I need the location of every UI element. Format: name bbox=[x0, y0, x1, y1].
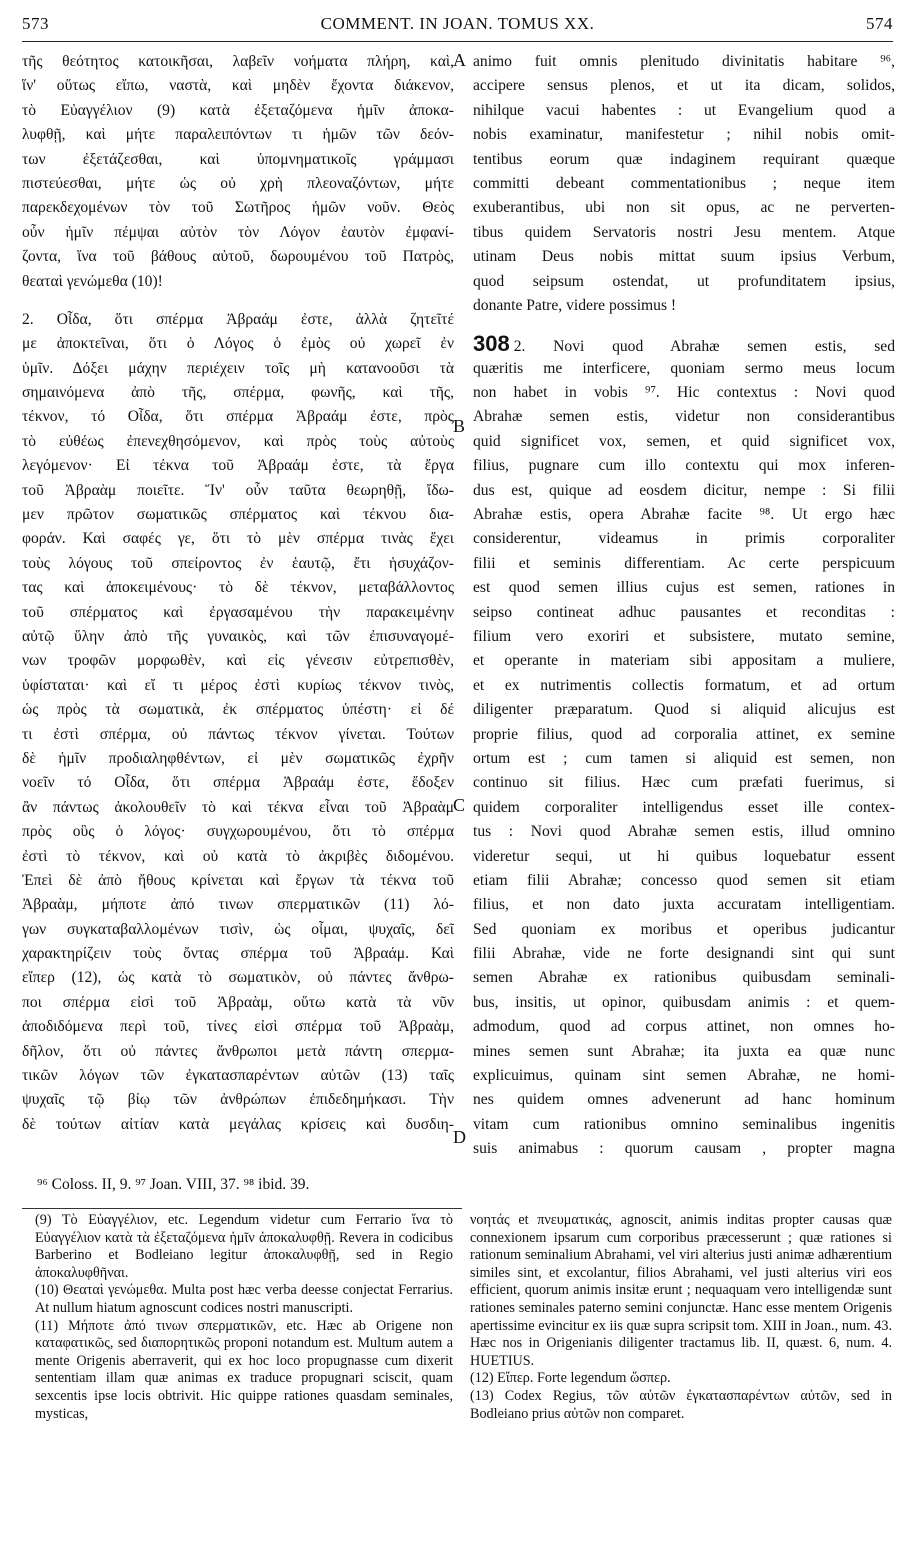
latin-text-line: tus : Novi quod Abrahæ semen estis, illud omnino bbox=[473, 823, 895, 841]
latin-text-line: animo fuit omnis plenitudo divinitatis habitare ⁹⁶, bbox=[473, 53, 895, 70]
latin-text-line: diligenter præparatum. Quod si aliquid alicujus est bbox=[473, 701, 895, 719]
greek-text-line: ἵν' οὕτως εἴπω, ναστὰ, καὶ μηδὲν ἔχοντα διάκενον, bbox=[22, 77, 454, 95]
editor-note: (12) Εἴπερ. Forte legendum ὥσπερ. bbox=[470, 1370, 671, 1387]
latin-text-line bbox=[473, 332, 895, 356]
latin-text-line: etiam filii Abrahæ; concesso quod semen sit etiam bbox=[473, 871, 895, 889]
greek-text-line: θεαταὶ γενώμεθα (10)! bbox=[22, 272, 163, 290]
latin-text-line: vitam cum rationibus omnino seminalibus ingenitis bbox=[473, 1115, 895, 1133]
greek-text-line: Ἀβραὰμ, μήποτε ἀπό τινων σπερματικῶν (11) λό- bbox=[22, 896, 454, 914]
margin-letter-a: A bbox=[453, 50, 466, 70]
latin-text-line: bus, insitis, ut opinor, quibusdam animis : et quem- bbox=[473, 993, 895, 1011]
latin-text-segment: 2. Novi quod Abrahæ semen estis, sed bbox=[513, 338, 895, 356]
greek-text-line: τὸ εὐθέως ἐπενεχθησόμενον, καὶ πρὸς τοὺς αὐτοὺς bbox=[22, 432, 454, 450]
greek-text-line: οὖν ἡμῖν πέμψαι αὐτὸν τὸν Λόγον ἑαυτὸν ἐμφανί- bbox=[22, 223, 454, 241]
greek-text-line: τας καὶ ἀποκειμένους· τὸ δὲ τέκνον, μεταβάλλοντος bbox=[22, 579, 454, 597]
latin-text-line: explicuimus, quinam sint semen Abrahæ, ne homi- bbox=[473, 1067, 895, 1085]
latin-text-line: filii Abrahæ, vide ne forte designandi sint qui sunt bbox=[473, 945, 895, 963]
greek-text-line: δὲ ἡμῖν προδιαληφθέντων, εἰ μὲν σωματικῶς ἐχρῆν bbox=[22, 749, 454, 767]
latin-text-line: et operante in materiam sibi appositam a muliere, bbox=[473, 652, 895, 670]
editor-notes-left bbox=[35, 1212, 453, 1423]
latin-text-line: suis animabus : quorum causam , propter magna bbox=[473, 1140, 895, 1158]
editor-note: (11) Μήποτε ἀπό τινων σπερματικῶν, etc. Hæc ab Origene non καταφατικῶς, sed διαπορητικῶς proponi notandum est. Multum autem a mente Origenis aberraverit, qui ex hoc loco propugnasse cum dixerit sententiam illam quæ animas ex traduce propugnari sciscit, quam sexcentis ipse locis obtrivit. Hic quippe rationes quasdam seminales, mysticas, bbox=[35, 1317, 453, 1422]
greek-text-line: 2. Οἶδα, ὅτι σπέρμα Ἀβραάμ ἐστε, ἀλλὰ ζητεῖτέ bbox=[22, 310, 454, 328]
editor-note: (10) Θεαταὶ γενώμεθα. Multa post hæc verba deesse conjectat Ferrarius. At nullum hiatum agnoscunt codices nostri manuscripti. bbox=[35, 1282, 453, 1316]
running-header bbox=[22, 14, 893, 40]
greek-text-line: λεγόμενον· Εἰ τέκνα τοῦ Ἀβραάμ ἐστε, τὰ ἔργα bbox=[22, 457, 454, 475]
section-number: 308 bbox=[473, 332, 510, 357]
latin-text-line: videretur sequi, ut hi quibus loquebatur essent bbox=[473, 847, 895, 865]
greek-text-line: γων συγκαταβαλλομένων τισὶν, ὡς οἶμαι, ψυχαῖς, δεῖ bbox=[22, 920, 454, 938]
greek-text-line: ὑμῖν. Δόξει μάχην περιέχειν τοῖς μὴ κατανοοῦσι τὰ bbox=[22, 359, 454, 377]
editor-notes-right bbox=[470, 1212, 892, 1423]
margin-letter-c: C bbox=[453, 795, 466, 815]
greek-text-line: παρεκδεχομένων τὸν τοῦ Σωτῆρος ἡμῶν νοῦν. Θεὸς bbox=[22, 199, 454, 217]
latin-text-line: dus est, quique ad eosdem dicitur, nempe : Si filii bbox=[473, 481, 895, 499]
latin-text-line: filium vero exoriri et subsistere, mutato semine, bbox=[473, 627, 895, 645]
greek-text-line: φοράν. Καὶ σαφές γε, ὅτι τὸ μὲν σπέρμα τινὰς ἔχει bbox=[22, 530, 454, 548]
greek-text-line: τῆς θεότητος κατοικῆσαι, λαβεῖν νοήματα πλήρη, καὶ, bbox=[22, 53, 454, 70]
latin-text-line: filius, pugnare cum illo contextu qui mox inferen- bbox=[473, 457, 895, 475]
latin-text-column bbox=[473, 50, 895, 1162]
greek-text-line: ἂν πάντως ἀκολουθεῖν τὸ καὶ τέκνα εἶναι τοῦ Ἀβραὰμ bbox=[22, 798, 454, 816]
latin-text-line: tibus quidem Servatoris nostri Jesu mentem. Atque bbox=[473, 223, 895, 241]
latin-text-line: semen Abrahæ ex rationibus quibusdam seminali- bbox=[473, 969, 895, 987]
greek-text-line: νοεῖν τό Οἶδα, ὅτι σπέρμα Ἀβραάμ ἐστε, ἔδοξεν bbox=[22, 774, 454, 792]
latin-text-line: exuberantibus, ubi non sit opus, ac ne perverten- bbox=[473, 199, 895, 217]
greek-text-line: πιστεύεσθαι, μήτε ὡς οὐ χρὴ πλεοναζόντων, μήτε bbox=[22, 174, 454, 192]
latin-text-line: accipere sensus plenos, et ut ita dicam, solidos, bbox=[473, 77, 895, 95]
greek-text-line: τοῦ σπέρματος καὶ ἐργασαμένου τὴν παρακειμένην bbox=[22, 603, 454, 621]
greek-text-line: ποι σπέρμα εἰσὶ τοῦ Ἀβραὰμ, οὕτω κατὰ τὰ νῦν bbox=[22, 993, 454, 1011]
greek-text-line: ἀποδιδόμενα περὶ τοῦ, τίνες εἰσὶ σπέρμα τοῦ Ἀβραὰμ, bbox=[22, 1018, 454, 1036]
latin-text-line: proprie filius, quod ad corporalia attinet, ex semine bbox=[473, 725, 895, 743]
greek-text-line: δὲ τούτων αἰτίαν κατὰ μεγάλας κρίσεις καὶ δυσδιη- bbox=[22, 1115, 454, 1133]
scripture-references: ⁹⁶ Coloss. II, 9. ⁹⁷ Joan. VIII, 37. ⁹⁸ ibid. 39. bbox=[37, 1176, 310, 1193]
latin-text-line: Abrahæ estis, opera Abrahæ facite ⁹⁸. Ut ergo hæc bbox=[473, 506, 895, 524]
editor-note: (9) Τὸ Εὐαγγέλιον, etc. Legendum videtur cum Ferrario ἵνα τὸ Εὐαγγέλιον κατὰ τὰ ἐξεταζόμενα ἡμῖν ἀποκαλυφθῇ. Revera in codicibus Barberino et Bodleiano legitur ἀποκαλυφθῇ, sed in Regio ἀποκαλυφθῆναι. bbox=[35, 1212, 453, 1281]
greek-text-line: αὐτῷ ὕλην ἀπὸ τῆς γυναικὸς, καὶ τῶν ἐπισυναγομέ- bbox=[22, 627, 454, 645]
latin-text-line: committi debeant commentationibus ; neque item bbox=[473, 174, 895, 192]
latin-text-line: quidem corporaliter intelligendus esset ille contex- bbox=[473, 798, 895, 816]
greek-text-line: τέκνον, τό Οἶδα, ὅτι σπέρμα Ἀβραάμ ἐστε, πρὸς bbox=[22, 408, 454, 426]
latin-text-line: donante Patre, videre possimus ! bbox=[473, 296, 677, 314]
greek-text-line: ὡς πρὸς τὰ σωματικὰ, ἐκ σπέρματος ὑπέστη· εἰ δέ bbox=[22, 701, 454, 719]
latin-text-line: quod seipsum ostendat, ut profunditatem ipsius, bbox=[473, 272, 895, 290]
editor-note: (13) Codex Regius, τῶν αὐτῶν ἐγκατασπαρέντων αὐτῶν, sed in Bodleiano prius αὐτῶν non comparet. bbox=[470, 1387, 892, 1422]
greek-text-line: δῆλον, ὅτι οὐ πάντες ἄνθρωποι μετὰ πάντη σπερμα- bbox=[22, 1042, 454, 1060]
latin-text-line: mines semen sunt Abrahæ; ita juxta ea quæ nunc bbox=[473, 1042, 895, 1060]
latin-text-line: Sed quoniam ex moribus et operibus judicantur bbox=[473, 920, 895, 938]
latin-text-line: seipso contineat adhuc pausantes et reconditas : bbox=[473, 603, 895, 621]
paragraph-gap bbox=[22, 294, 454, 308]
margin-letter-d: D bbox=[453, 1127, 466, 1147]
greek-text-line: μεν πρῶτον σωματικῶς σπέρματος καὶ τέκνου δια- bbox=[22, 506, 454, 524]
greek-text-line: τοῦ Ἀβραὰμ ποιεῖτε. Ἵν' οὖν ταῦτα θεωρηθῇ, ἴδω- bbox=[22, 481, 454, 499]
latin-text-line: nes quidem omnes advenerunt ad hanc hominum bbox=[473, 1091, 895, 1109]
latin-text-line: utinam Deus nobis mittat suum ipsius Verbum, bbox=[473, 248, 895, 266]
left-page-number: 573 bbox=[22, 14, 49, 33]
greek-text-line: σημαινόμενα ἀπὸ τῆς, σπέρμα, φωνῆς, καὶ τῆς, bbox=[22, 384, 454, 402]
latin-text-line: nihilque vacui habentes : ut Evangelium quod a bbox=[473, 101, 895, 119]
running-title: COMMENT. IN JOAN. TOMUS XX. bbox=[320, 14, 595, 33]
greek-text-line: νων τροφῶν μορφωθὲν, καὶ εἰς γένεσιν εὐτρεπισθὲν, bbox=[22, 652, 454, 670]
greek-text-line: των ἐξετάζεσθαι, καὶ ὑπομνηματικοῖς γράμμασι bbox=[22, 150, 454, 168]
latin-text-line: considerentur, videamus in primis corporaliter bbox=[473, 530, 895, 548]
greek-text-line: εἴπερ (12), ὡς κατὰ τὸ σωματικὸν, οὐ πάντες ἄνθρω- bbox=[22, 969, 454, 987]
greek-text-line: τι ἐστὶ σπέρμα, οὐ πάντως τέκνον γίνεται. Τούτων bbox=[22, 725, 454, 743]
latin-text-line: et ex nutrimentis collectis formatum, et ad ortum bbox=[473, 676, 895, 694]
latin-text-line: non habet in vobis ⁹⁷. Hic contextus : Novi quod bbox=[473, 384, 895, 402]
greek-text-column bbox=[22, 50, 454, 1137]
greek-text-line: Ἐπεὶ δὲ ἀπὸ ἤθους κρίνεται καὶ ἔργων τὰ τέκνα τοῦ bbox=[22, 871, 454, 889]
margin-letter-b: B bbox=[453, 416, 466, 436]
latin-text-line: filii et seminis differentiam. Ac certe perspicuum bbox=[473, 554, 895, 572]
greek-text-line: ἐστὶ τὸ τέκνον, καὶ οὐ κατὰ τὸ ἀκριβὲς διδομένου. bbox=[22, 847, 454, 865]
latin-text-line: est quod semen illius cujus est semen, rationes in bbox=[473, 579, 895, 597]
greek-text-line: ψυχαῖς τῷ βίῳ τῶν ἀνθρώπων ἐπιδεδημήκασι. Τὴν bbox=[22, 1091, 454, 1109]
latin-text-line: admodum, quod ad corpus attinet, non omnes ho- bbox=[473, 1018, 895, 1036]
greek-text-line: με ἀποκτεῖναι, ὅτι ὁ Λόγος ὁ ἐμὸς οὐ χωρεῖ ἐν bbox=[22, 335, 454, 353]
header-rule bbox=[22, 41, 893, 42]
latin-text-line: quid significet vox, semen, et quid significet vox, bbox=[473, 432, 895, 450]
paragraph-gap bbox=[473, 318, 895, 332]
greek-text-line: τοὺς λόγους τοῦ σπείροντος ἐν ἑαυτῷ, ἔτι ἡσυχάζον- bbox=[22, 554, 454, 572]
greek-text-line: λυφθῇ, καὶ μήτε παραλειπόντων τι ἡμῶν τῶν δεόν- bbox=[22, 126, 454, 144]
greek-text-line: χαρακτηρίζειν τοὺς ὄντας σπέρμα τοῦ Ἀβραάμ. Καὶ bbox=[22, 945, 454, 963]
latin-text-line: tentibus eorum quæ indaginem requirant quæque bbox=[473, 150, 895, 168]
right-page-number: 574 bbox=[866, 14, 893, 33]
greek-text-line: ζοντα, ἵνα τοῦ βάθους αὐτοῦ, δωρουμένου τοῦ Πατρὸς, bbox=[22, 248, 454, 266]
greek-text-line: πρὸς οὓς ὁ λόγος· συγχωρουμένου, ὅτι τὸ σπέρμα bbox=[22, 823, 454, 841]
latin-text-line: ortum est ; cum tamen si aliquid est semen, non bbox=[473, 749, 895, 767]
latin-text-line: continuo sit filius. Hæc cum præfati fuerimus, si bbox=[473, 774, 895, 792]
greek-text-line: ὑφίσταται· καὶ εἴ τι μέρος ἐστὶ κυρίως τέκνον τινὸς, bbox=[22, 676, 454, 694]
footnote-rule bbox=[22, 1208, 462, 1209]
greek-text-line: τὸ Εὐαγγέλιον (9) κατὰ ἐξεταζόμενα ἡμῖν ἀποκα- bbox=[22, 101, 454, 119]
latin-text-line: Abrahæ semen estis, videtur non considerantibus bbox=[473, 408, 895, 426]
latin-text-line: quæritis me interficere, quoniam sermo meus locum bbox=[473, 359, 895, 377]
latin-text-line: filius, et non dato juxta accuratam intelligentiam. bbox=[473, 896, 895, 914]
greek-text-line: τικῶν λόγων τῶν ἐγκατασπαρέντων αὐτῶν (13) ταῖς bbox=[22, 1067, 454, 1085]
editor-note: νοητάς et πνευματικάς, agnoscit, animis inditas propter causas quæ connexionem ipsarum cum corporibus præcesserunt ; quæ rationes si rationum seminalium Abrahami, vel viri alterius justi animæ adhærentium similes sint, et excolantur, filios Abrahami, vel justi alterius viri eos efficient, quorum animis insitæ erunt ; nequaquam vero intelligendæ sunt rationes seminales paterno semini conjunctæ. Hanc esse mentem Origenis apertissime evincitur ex iis quæ supra scripsit tom. XIII in Joan., num. 43. Hæc nos in Origenianis diligenter tractamus lib. II, quæst. 6, num. 4. HUETIUS. bbox=[470, 1212, 892, 1369]
latin-text-line: nobis examinatur, manifestetur ; nihil nobis omit- bbox=[473, 126, 895, 144]
